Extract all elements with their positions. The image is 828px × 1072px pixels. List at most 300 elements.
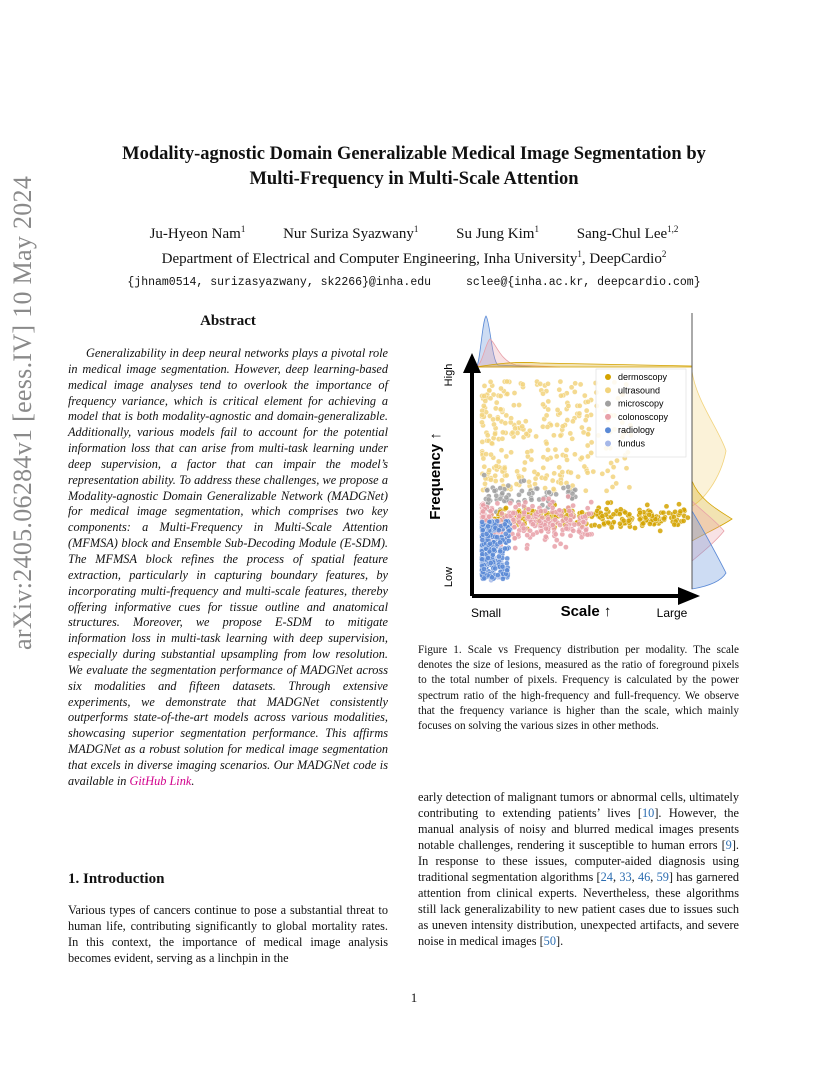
ultrasound-point	[503, 421, 508, 426]
colonoscopy-point	[530, 504, 535, 509]
citation-link[interactable]: 59	[656, 870, 669, 884]
ultrasound-point	[499, 478, 504, 483]
author-names	[60, 219, 768, 244]
ultrasound-point	[500, 430, 505, 435]
microscopy-point	[492, 488, 497, 493]
right-density-plot	[692, 371, 732, 589]
ultrasound-point	[558, 379, 563, 384]
colonoscopy-point	[581, 519, 586, 524]
radiology-point	[490, 552, 495, 557]
ultrasound-point	[565, 417, 570, 422]
ultrasound-point	[495, 416, 500, 421]
dermoscopy-point	[606, 520, 611, 525]
dermoscopy-point	[637, 517, 642, 522]
ultrasound-point	[544, 413, 549, 418]
colonoscopy-point	[563, 545, 568, 550]
ultrasound-point	[509, 416, 514, 421]
microscopy-point	[486, 497, 491, 502]
colonoscopy-point	[554, 538, 559, 543]
radiology-point	[482, 576, 487, 581]
ultrasound-point	[488, 452, 493, 457]
colonoscopy-point	[488, 509, 493, 514]
radiology-point	[503, 531, 508, 536]
ultrasound-point	[489, 441, 494, 446]
x-small-label: Small	[470, 606, 502, 620]
ultrasound-point	[624, 466, 629, 471]
ultrasound-point	[509, 450, 514, 455]
radiology-point	[488, 541, 493, 546]
ultrasound-point	[499, 448, 504, 453]
dermoscopy-point	[647, 512, 652, 517]
radiology-point	[496, 554, 501, 559]
colonoscopy-point	[531, 532, 536, 537]
microscopy-point	[482, 473, 487, 478]
colonoscopy-point	[566, 494, 571, 499]
ultrasound-point	[555, 422, 560, 427]
radiology-point	[502, 546, 507, 551]
dermoscopy-point	[605, 500, 610, 505]
radiology-point	[496, 528, 501, 533]
colonoscopy-point	[495, 501, 500, 506]
ultrasound-point	[544, 441, 549, 446]
colonoscopy-point	[568, 533, 573, 538]
author-2: Nur Suriza Syazwany$^1$	[283, 224, 419, 242]
dermoscopy-point	[641, 521, 646, 526]
dermoscopy-point	[658, 528, 663, 533]
ultrasound-point	[566, 403, 571, 408]
ultrasound-point	[538, 381, 543, 386]
ultrasound-point	[589, 450, 594, 455]
ultrasound-point	[498, 386, 503, 391]
introduction-text-continued: early detection of malignant tumors or abnormal cells, ultimately contributing to extending patients’ lives [10]. However, the manual analysis of noisy and blurred medical images presents notable challenges, rendering it susceptible to human errors [9]. In response to these issues, computer-aided diagnosis using traditional segmentation algorithms [24, 33, 46, 59] has garnered attention from clinical experts. Nevertheless, these algorithms still lack generalizability to new patient cases due to issues such as uneven intensity distribution, unexpected artifacts, and severe noise in medical images [50].	[418, 790, 739, 948]
ultrasound-point	[551, 486, 556, 491]
introduction-text: Various types of cancers continue to pose a substantial threat to human life, contributing significantly to global mortality rates. In this context, the importance of medical image analysis becomes evident, serving as a linchpin in the	[68, 903, 388, 965]
colonoscopy-point	[513, 545, 518, 550]
microscopy-point	[500, 491, 505, 496]
colonoscopy-point	[546, 516, 551, 521]
y-axis-label: Frequency ↑	[427, 432, 444, 520]
dermoscopy-point	[623, 510, 628, 515]
ultrasound-point	[502, 466, 507, 471]
ultrasound-point	[526, 479, 531, 484]
ultrasound-point	[553, 447, 558, 452]
colonoscopy-point	[537, 519, 542, 524]
colonoscopy-point	[585, 532, 590, 537]
colonoscopy-point	[571, 528, 576, 533]
radiology-point	[502, 522, 507, 527]
dermoscopy-point	[632, 525, 637, 530]
ultrasound-point	[600, 471, 605, 476]
radiology-point	[491, 547, 496, 552]
ultrasound-point	[558, 393, 563, 398]
ultrasound-point	[504, 413, 509, 418]
ultrasound-point	[572, 389, 577, 394]
ultrasound-point	[579, 425, 584, 430]
ultrasound-point	[491, 417, 496, 422]
ultrasound-point	[545, 381, 550, 386]
ultrasound-point	[529, 457, 534, 462]
figure-1-scatter	[420, 311, 740, 629]
ultrasound-point	[522, 467, 527, 472]
ultrasound-point	[568, 431, 573, 436]
dermoscopy-point	[647, 521, 652, 526]
ultrasound-point	[627, 485, 632, 490]
figure-1-caption: Figure 1. Scale vs Frequency distribution per modality. The scale denotes the size of lesions, measured as the ratio of foreground pixels to the total number of pixels. Frequency is calculated by the power spectrum ratio of the high-frequency and full-frequency. We observe that the frequency variance is higher than the scale, which mainly focuses on solving the various sizes in other methods.	[418, 644, 739, 733]
x-axis-label: Scale ↑	[560, 603, 612, 620]
dermoscopy-point	[503, 505, 508, 510]
radiology-point	[480, 519, 485, 524]
ultrasound-point	[604, 488, 609, 493]
colonoscopy-point	[511, 511, 516, 516]
x-large-label: Large	[656, 606, 688, 620]
radiology-point	[488, 560, 493, 565]
ultrasound-point	[523, 419, 528, 424]
ultrasound-point	[496, 459, 501, 464]
legend-label-ultrasound: ultrasound	[618, 385, 661, 396]
legend	[596, 369, 686, 457]
dermoscopy-point	[662, 516, 667, 521]
legend-label-microscopy: microscopy	[618, 398, 664, 409]
ultrasound-point	[520, 424, 525, 429]
page-number: 1	[410, 990, 418, 1005]
email-group-2: sclee@{inha.ac.kr, deepcardio.com}	[465, 276, 701, 289]
microscopy-point	[547, 490, 552, 495]
ultrasound-point	[586, 427, 591, 432]
colonoscopy-point	[516, 532, 521, 537]
ultrasound-point	[546, 407, 551, 412]
ultrasound-point	[586, 432, 591, 437]
colonoscopy-point	[544, 526, 549, 531]
radiology-point	[493, 566, 498, 571]
ultrasound-point	[591, 469, 596, 474]
radiology-point	[494, 535, 499, 540]
colonoscopy-point	[522, 510, 527, 515]
radiology-point	[495, 573, 500, 578]
radiology-point	[498, 549, 503, 554]
ultrasound-point	[532, 469, 537, 474]
colonoscopy-point	[543, 534, 548, 539]
ultrasound-point	[491, 422, 496, 427]
radiology-point	[500, 576, 505, 581]
dermoscopy-point	[676, 502, 681, 507]
dermoscopy-point	[621, 518, 626, 523]
colonoscopy-point	[589, 500, 594, 505]
dermoscopy-point	[618, 507, 623, 512]
legend-marker-dermoscopy	[605, 374, 611, 380]
radiology-point	[505, 568, 510, 573]
ultrasound-point	[482, 464, 487, 469]
author-3: Su Jung Kim$^1$	[456, 224, 539, 242]
legend-marker-fundus	[605, 441, 611, 447]
dermoscopy-point	[604, 507, 609, 512]
colonoscopy-point	[526, 514, 531, 519]
ultrasound-point	[560, 470, 565, 475]
arxiv-identifier: arXiv:2405.06284v1 [eess.IV] 10 May 2024	[8, 175, 37, 650]
microscopy-point	[504, 495, 509, 500]
ultrasound-point	[480, 412, 485, 417]
dermoscopy-point	[645, 502, 650, 507]
ultrasound-point	[498, 407, 503, 412]
dermoscopy-point	[672, 522, 677, 527]
ultrasound-point	[482, 481, 487, 486]
citation-link[interactable]: 46	[637, 870, 651, 884]
colonoscopy-point	[481, 514, 486, 519]
colonoscopy-point	[538, 509, 543, 514]
paper-title	[60, 142, 768, 192]
dermoscopy-top-density	[476, 362, 692, 367]
ultrasound-point	[522, 460, 527, 465]
dermoscopy-point	[685, 515, 690, 520]
ultrasound-point	[569, 385, 574, 390]
ultrasound-point	[570, 436, 575, 441]
microscopy-point	[485, 488, 490, 493]
ultrasound-point	[515, 430, 520, 435]
ultrasound-point	[543, 476, 548, 481]
github-link[interactable]: GitHub Link	[129, 773, 192, 788]
legend-label-dermoscopy: dermoscopy	[618, 372, 668, 382]
ultrasound-point	[493, 406, 498, 411]
ultrasound-point	[585, 470, 590, 475]
ultrasound-point	[564, 447, 569, 452]
ultrasound-point	[568, 470, 573, 475]
email-group-1: {jhnam0514, surizasyazwany, sk2266}@inha.edu	[127, 276, 432, 289]
ultrasound-point	[583, 418, 588, 423]
dermoscopy-point	[678, 509, 683, 514]
ultrasound-point	[500, 436, 505, 441]
dermoscopy-point	[681, 518, 686, 523]
colonoscopy-point	[567, 508, 572, 513]
ultrasound-point	[493, 473, 498, 478]
ultrasound-point	[481, 403, 486, 408]
ultrasound-point	[572, 452, 577, 457]
ultrasound-point	[482, 393, 487, 398]
ultrasound-point	[511, 403, 516, 408]
ultrasound-point	[577, 411, 582, 416]
ultrasound-point	[484, 452, 489, 457]
author-1: Ju-Hyeon Nam$^1$	[149, 224, 246, 242]
ultrasound-point	[589, 440, 594, 445]
ultrasound-right-density	[692, 371, 726, 506]
dermoscopy-point	[617, 511, 622, 516]
ultrasound-point	[492, 431, 497, 436]
ultrasound-point	[545, 424, 550, 429]
top-density-plot	[476, 316, 692, 367]
ultrasound-point	[540, 391, 545, 396]
colonoscopy-point	[557, 508, 562, 513]
ultrasound-point	[551, 433, 556, 438]
ultrasound-point	[573, 381, 578, 386]
legend-marker-ultrasound	[605, 387, 611, 393]
section-heading-introduction: 1. Introduction	[68, 871, 165, 887]
colonoscopy-point	[550, 523, 555, 528]
dermoscopy-point	[600, 514, 605, 519]
microscopy-point	[561, 485, 566, 490]
colonoscopy-point	[585, 506, 590, 511]
ultrasound-point	[488, 396, 493, 401]
ultrasound-point	[483, 398, 488, 403]
dermoscopy-point	[597, 524, 602, 529]
ultrasound-point	[614, 458, 619, 463]
microscopy-point	[566, 484, 571, 489]
ultrasound-point	[555, 407, 560, 412]
colonoscopy-point	[552, 544, 557, 549]
microscopy-point	[516, 492, 521, 497]
microscopy-point	[535, 486, 540, 491]
microscopy-point	[494, 493, 499, 498]
ultrasound-point	[552, 471, 557, 476]
radiology-point	[504, 561, 509, 566]
colonoscopy-point	[539, 529, 544, 534]
colonoscopy-point	[530, 522, 535, 527]
ultrasound-point	[488, 477, 493, 482]
microscopy-point	[527, 491, 532, 496]
colonoscopy-point	[586, 511, 591, 516]
ultrasound-point	[558, 481, 563, 486]
ultrasound-point	[479, 420, 484, 425]
ultrasound-point	[493, 478, 498, 483]
radiology-point	[505, 556, 510, 561]
colonoscopy-point	[524, 546, 529, 551]
radiology-point	[485, 555, 490, 560]
ultrasound-point	[505, 391, 510, 396]
radiology-point	[498, 540, 503, 545]
ultrasound-point	[582, 393, 587, 398]
ultrasound-point	[482, 383, 487, 388]
ultrasound-point	[585, 399, 590, 404]
colonoscopy-point	[572, 522, 577, 527]
ultrasound-point	[605, 468, 610, 473]
radiology-point	[487, 519, 492, 524]
colonoscopy-point	[499, 511, 504, 516]
ultrasound-point	[504, 473, 509, 478]
ultrasound-point	[560, 424, 565, 429]
abstract-heading: Abstract	[200, 313, 256, 329]
ultrasound-point	[504, 454, 509, 459]
title-line-1: Modality-agnostic Domain Generalizable Medical Image Segmentation by	[122, 144, 706, 164]
citation-link[interactable]: 9	[725, 838, 732, 852]
colonoscopy-point	[508, 501, 513, 506]
colonoscopy-point	[541, 497, 546, 502]
ultrasound-point	[524, 431, 529, 436]
ultrasound-point	[487, 388, 492, 393]
citation-link[interactable]: 33	[619, 870, 632, 884]
dermoscopy-point	[626, 518, 631, 523]
colonoscopy-point	[564, 526, 569, 531]
colonoscopy-point	[523, 500, 528, 505]
ultrasound-point	[498, 393, 503, 398]
author-emails	[60, 273, 768, 293]
ultrasound-point	[610, 474, 615, 479]
legend-marker-microscopy	[605, 401, 611, 407]
ultrasound-point	[545, 457, 550, 462]
ultrasound-point	[577, 403, 582, 408]
ultrasound-point	[485, 433, 490, 438]
ultrasound-point	[520, 382, 525, 387]
ultrasound-point	[541, 465, 546, 470]
dermoscopy-point	[611, 512, 616, 517]
citation-link[interactable]: 24	[600, 870, 613, 884]
ultrasound-point	[525, 450, 530, 455]
radiology-point	[479, 557, 484, 562]
colonoscopy-point	[525, 533, 530, 538]
ultrasound-point	[487, 468, 492, 473]
ultrasound-point	[570, 419, 575, 424]
ultrasound-point	[517, 402, 522, 407]
ultrasound-point	[557, 387, 562, 392]
microscopy-point	[521, 478, 526, 483]
colonoscopy-point	[550, 505, 555, 510]
x-axis-arrowhead	[678, 587, 700, 605]
ultrasound-point	[554, 454, 559, 459]
colonoscopy-point	[564, 516, 569, 521]
colonoscopy-point	[571, 503, 576, 508]
microscopy-point	[529, 497, 534, 502]
dermoscopy-point	[638, 510, 643, 515]
colonoscopy-point	[517, 520, 522, 525]
citation-link[interactable]: 10	[642, 806, 655, 820]
author-block	[60, 219, 768, 293]
ultrasound-point	[504, 379, 509, 384]
ultrasound-point	[583, 488, 588, 493]
ultrasound-point	[545, 447, 550, 452]
radiology-point	[500, 564, 505, 569]
legend-marker-radiology	[605, 427, 611, 433]
legend-label-colonoscopy: colonoscopy	[618, 411, 669, 422]
ultrasound-point	[480, 439, 485, 444]
colonoscopy-point	[517, 513, 522, 518]
colonoscopy-point	[553, 517, 558, 522]
radiology-point	[481, 566, 486, 571]
y-low-label: Low	[443, 566, 455, 588]
ultrasound-point	[610, 484, 615, 489]
affiliation: Department of Electrical and Computer Engineering, Inha University$^1$, DeepCardio$^2$	[161, 249, 667, 267]
ultrasound-point	[579, 455, 584, 460]
dermoscopy-point	[664, 504, 669, 509]
citation-link[interactable]: 50	[543, 934, 556, 948]
ultrasound-point	[494, 464, 499, 469]
microscopy-point	[498, 486, 503, 491]
legend-label-radiology: radiology	[618, 425, 655, 436]
ultrasound-point	[578, 382, 583, 387]
microscopy-point	[554, 492, 559, 497]
ultrasound-point	[611, 465, 616, 470]
radiology-point	[480, 538, 485, 543]
ultrasound-point	[533, 476, 538, 481]
legend-marker-colonoscopy	[605, 414, 611, 420]
legend-label-fundus: fundus	[618, 438, 646, 449]
y-high-label: High	[443, 363, 455, 387]
ultrasound-point	[510, 430, 515, 435]
colonoscopy-point	[521, 526, 526, 531]
abstract-body: Generalizability in deep neural networks plays a pivotal role in medical image segmentation. However, deep learning-based medical image analyses tend to overlook the importance of frequency variance, which is critical element for achieving a model that is both modality-agnostic and domain-generalizable. Additionally, various models fail to account for the potential information loss that can arise from multi-task learning under deep supervision, a factor that can impair the model’s representation ability. To address these challenges, we propose a Modality-agnostic Domain Generalizable Network (MADGNet) for medical image segmentation, which comprises two key components: a Multi-Frequency in Multi-Scale Attention (MFMSA) block and Ensemble Sub-Decoding Module (E-SDM). The MFMSA block refines the process of spatial feature extraction, particularly in capturing boundary features, by incorporating multi-frequency and multi-scale features, thereby offering informative cues for tissue outline and anatomical structures. Moreover, we propose E-SDM to mitigate information loss in multi-task learning with deep supervision, especially during substantial upsampling from low resolution. We evaluate the segmentation performance of MADGNet across six modalities and fifteen datasets. Through extensive experiments, we demonstrate that MADGNet consistently outperforms state-of-the-art models across various modalities, showcasing superior segmentation performance. This affirms MADGNet as a robust solution for medical image segmentation that excels in diverse imaging scenarios. Our MADGNet code is available in GitHub Link.	[68, 346, 388, 788]
colonoscopy-point	[513, 505, 518, 510]
author-4: Sang-Chul Lee$^{1,2}$	[576, 224, 679, 242]
ultrasound-point	[512, 390, 517, 395]
ultrasound-point	[514, 482, 519, 487]
ultrasound-point	[494, 400, 499, 405]
ultrasound-point	[557, 465, 562, 470]
colonoscopy-point	[553, 532, 558, 537]
colonoscopy-point	[480, 509, 485, 514]
ultrasound-point	[515, 469, 520, 474]
scatter-plot	[420, 311, 740, 629]
ultrasound-point	[550, 478, 555, 483]
radiology-point	[480, 527, 485, 532]
radiology-point	[506, 538, 511, 543]
ultrasound-point	[558, 433, 563, 438]
colonoscopy-point	[559, 513, 564, 518]
ultrasound-point	[564, 457, 569, 462]
